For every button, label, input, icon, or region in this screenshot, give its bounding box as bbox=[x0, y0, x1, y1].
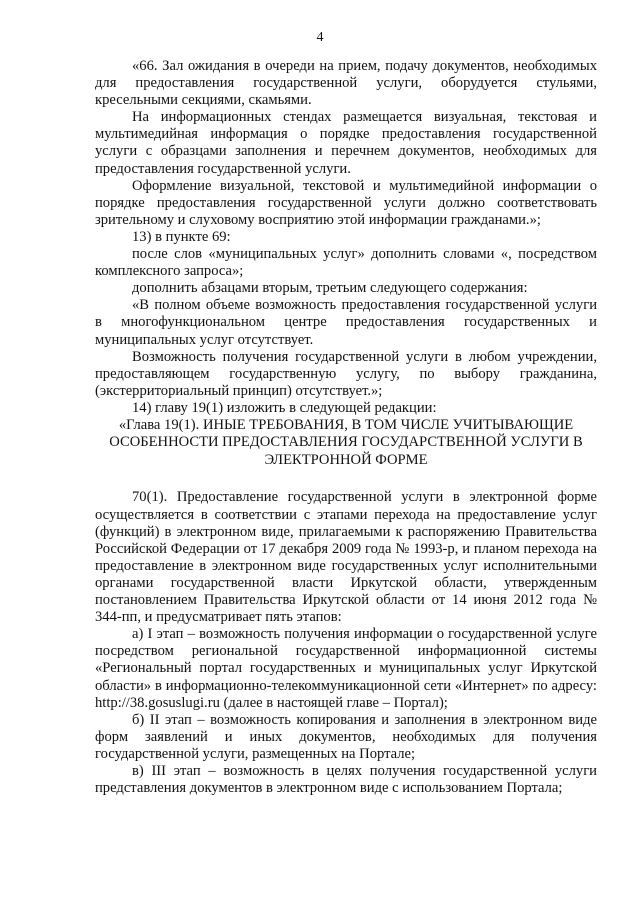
paragraph-add-paragraphs: дополнить абзацами вторым, третьим следующего содержания: bbox=[132, 280, 528, 297]
document-body bbox=[95, 58, 597, 797]
paragraph-stage-2: б) II этап – возможность копирования и заполнения в электронном виде форм заявлений и иных документов, необходимых для получения государственной услуги, размещенных на Портале; bbox=[95, 711, 597, 762]
paragraph-stage-3: в) III этап – возможность в целях получения государственной услуги представления документов в электронном виде с использованием Портала; bbox=[95, 762, 597, 797]
paragraph-after-words: после слов «муниципальных услуг» дополнить словами «, посредством комплексного запроса»; bbox=[95, 246, 597, 280]
chapter-heading: «Глава 19(1). ИНЫЕ ТРЕБОВАНИЯ, В ТОМ ЧИСЛЕ УЧИТЫВАЮЩИЕ ОСОБЕННОСТИ ПРЕДОСТАВЛЕНИЯ ГОСУДАРСТВЕННОЙ УСЛУГИ В ЭЛЕКТРОННОЙ ФОРМЕ bbox=[109, 416, 583, 468]
paragraph-item-14: 14) главу 19(1) изложить в следующей редакции: bbox=[132, 399, 437, 416]
page-number: 4 bbox=[316, 30, 324, 45]
paragraph-item-13: 13) в пункте 69: bbox=[132, 228, 231, 245]
section-gap bbox=[95, 469, 597, 489]
paragraph-stage-1: а) I этап – возможность получения информации о государственной услуге посредством региональной государственной информационной системы «Региональный портал государственных и муниципальных услуг Иркутской области» в информационно-телекоммуникационной сети «Интернет» по адресу: http://38.gosuslugi.ru (далее в настоящей главе – Портал); bbox=[95, 626, 597, 711]
paragraph-70-1: 70(1). Предоставление государственной услуги в электронной форме осуществляется в соответствии с этапами перехода на предоставление услуг (функций) в электронном виде, прилагаемыми к распоряжению Правительства Российской Федерации от 17 декабря 2009 года № 1993-р, и планом перехода на предоставление в электронном виде государственных услуг исполнительными органами государственной власти Иркутской области, утвержденным постановлением Правительства Иркутской области от 14 июня 2012 года № 344-пп, и предусматривает пять этапов: bbox=[95, 489, 597, 626]
paragraph-mfc-absent: «В полном объеме возможность предоставления государственной услуги в многофункциональном центре предоставления государственных и муниципальных услуг отсутствует. bbox=[95, 297, 597, 348]
paragraph-extraterritorial: Возможность получения государственной услуги в любом учреждении, предоставляющем государственную услугу, по выбору гражданина, (экстерриториальный принцип) отсутствует.»; bbox=[95, 348, 597, 399]
paragraph-info-stands: На информационных стендах размещается визуальная, текстовая и мультимедийная информация о порядке предоставления государственной услуги с образцами заполнения и перечнем документов, необходимых для предоставления государственной услуги. bbox=[95, 109, 597, 177]
paragraph-design-info: Оформление визуальной, текстовой и мультимедийной информации о порядке предоставления государственной услуги должно соответствовать зрительному и слуховому восприятию этой информации гражданами.»; bbox=[95, 177, 597, 228]
paragraph-item-66: «66. Зал ожидания в очереди на прием, подачу документов, необходимых для предоставления государственной услуги, оборудуется стульями, кресельными секциями, скамьями. bbox=[95, 58, 597, 109]
